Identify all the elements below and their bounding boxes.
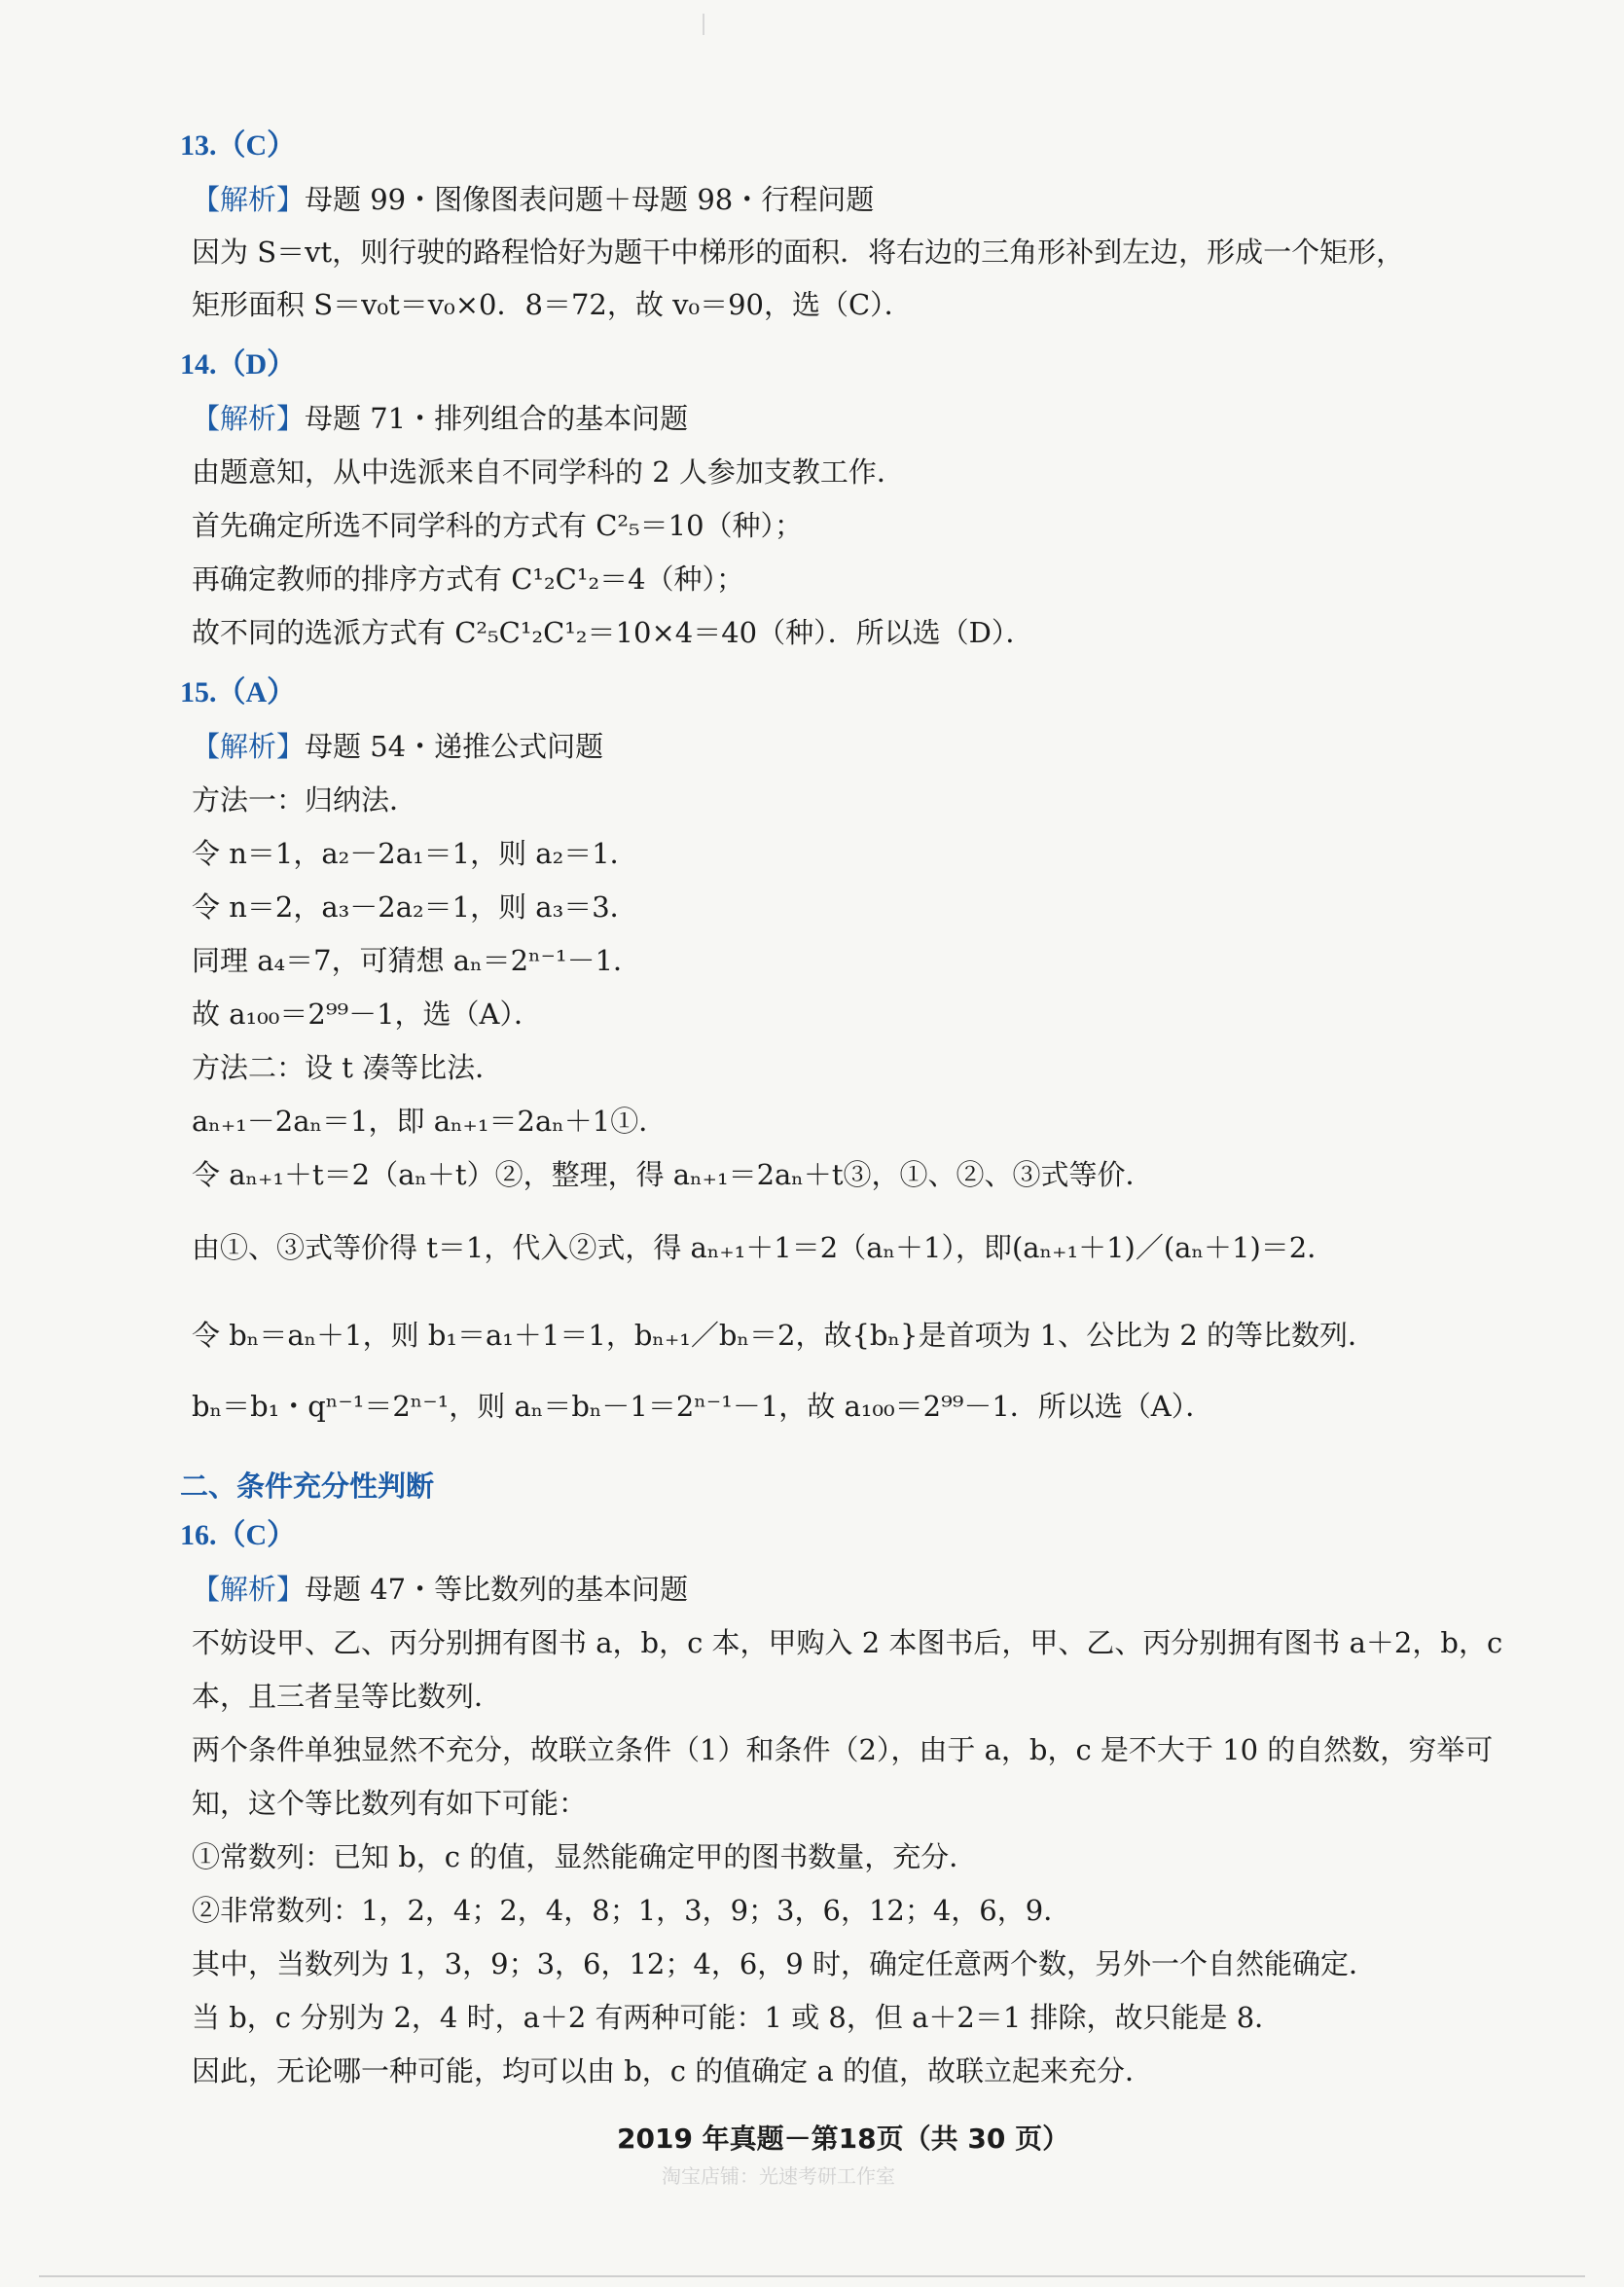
- text-line: [192, 1387, 1213, 1426]
- text-line: [192, 1730, 1493, 1769]
- question-number: [180, 673, 296, 712]
- text-line: [192, 1891, 1071, 1930]
- question-number: [180, 345, 296, 384]
- text-line: [192, 834, 638, 873]
- analysis-tag: 【解析】: [192, 402, 306, 435]
- line-text: 令 aₙ₊₁＋t＝2（aₙ＋t）②，整理，得 aₙ₊₁＝2aₙ＋t③，①、②、③式等价．: [192, 1158, 1154, 1191]
- line-text: 因为 S＝vt，则行驶的路程恰好为题干中梯形的面积．将右边的三角形补到左边，形成一个矩形，: [192, 236, 1405, 269]
- line-text: 方法一：归纳法．: [192, 783, 418, 817]
- line-text: 母题 54・递推公式问题: [305, 730, 604, 763]
- line-text: 令 bₙ＝aₙ＋1，则 b₁＝a₁＋1＝1，bₙ₊₁／bₙ＝2，故{bₙ}是首项为 1、公比为 2 的等比数列．: [192, 1319, 1377, 1352]
- question-number: [180, 127, 296, 165]
- text-line: [192, 1316, 1376, 1355]
- question-number: [180, 1516, 296, 1555]
- text-line: [192, 1944, 1377, 1983]
- line-text: 首先确定所选不同学科的方式有 C²₅＝10（种）；: [192, 509, 804, 542]
- text-line: [192, 613, 1033, 652]
- section-heading: [180, 1467, 434, 1506]
- line-text: 故 a₁₀₀＝2⁹⁹－1，选（A）．: [192, 998, 542, 1031]
- text-line: [192, 1784, 587, 1823]
- line-text: 母题 99・图像图表问题＋母题 98・行程问题: [305, 183, 875, 216]
- line-text: 14.（D）: [180, 348, 297, 381]
- text-line: [192, 399, 688, 438]
- line-text: 两个条件单独显然不充分，故联立条件（1）和条件（2），由于 a，b，c 是不大于 10 的自然数，穷举可: [192, 1733, 1494, 1766]
- line-text: 母题 47・等比数列的基本问题: [305, 1573, 689, 1606]
- line-text: 方法二：设 t 凑等比法．: [192, 1051, 504, 1084]
- line-text: ②非常数列：1，2，4；2，4，8；1，3，9；3，6，12；4，6，9．: [192, 1894, 1072, 1927]
- text-line: [192, 1155, 1154, 1194]
- line-text: 知，这个等比数列有如下可能：: [192, 1787, 588, 1820]
- line-text: 因此，无论哪一种可能，均可以由 b，c 的值确定 a 的值，故联立起来充分．: [192, 2054, 1153, 2087]
- line-text: 当 b，c 分别为 2，4 时，a＋2 有两种可能：1 或 8，但 a＋2＝1 排除，故只能是 8．: [192, 2001, 1283, 2034]
- line-text: 母题 71・排列组合的基本问题: [305, 402, 689, 435]
- line-text: bₙ＝b₁・qⁿ⁻¹＝2ⁿ⁻¹，则 aₙ＝bₙ－1＝2ⁿ⁻¹－1，故 a₁₀₀＝2⁹⁹－1．所以选（A）．: [192, 1390, 1214, 1423]
- line-text: 13.（C）: [180, 129, 297, 162]
- analysis-tag: 【解析】: [192, 730, 306, 763]
- text-line: [192, 1048, 503, 1087]
- line-text: 本，且三者呈等比数列．: [192, 1680, 503, 1713]
- line-text: 同理 a₄＝7，可猜想 aₙ＝2ⁿ⁻¹－1．: [192, 944, 642, 977]
- line-text: 由①、③式等价得 t＝1，代入②式，得 aₙ₊₁＋1＝2（aₙ＋1），即(aₙ₊₁＋1)／(aₙ＋1)＝2．: [192, 1231, 1336, 1264]
- text-line: [192, 780, 417, 819]
- text-line: [192, 995, 542, 1034]
- watermark: [662, 2157, 895, 2196]
- line-text: 令 n＝1，a₂－2a₁＝1，则 a₂＝1．: [192, 837, 638, 870]
- page-bottom-edge: [39, 2275, 1585, 2277]
- text-line: [192, 727, 603, 766]
- line-text: 故不同的选派方式有 C²₅C¹₂C¹₂＝10×4＝40（种）．所以选（D）．: [192, 616, 1034, 649]
- scan-mark: [703, 14, 704, 35]
- text-line: [192, 1623, 1502, 1662]
- text-line: [192, 560, 744, 599]
- text-line: [192, 180, 874, 219]
- line-text: ①常数列：已知 b，c 的值，显然能确定甲的图书数量，充分．: [192, 1840, 978, 1873]
- line-text: 由题意知，从中选派来自不同学科的 2 人参加支教工作．: [192, 455, 905, 489]
- text-line: [192, 1677, 502, 1716]
- line-text: 2019 年真题－第18页（共 30 页）: [617, 2123, 1070, 2155]
- line-text: 不妨设甲、乙、丙分别拥有图书 a，b，c 本，甲购入 2 本图书后，甲、乙、丙分别拥有图书 a＋2，b，c: [192, 1626, 1503, 1659]
- text-line: [192, 888, 638, 926]
- text-line: [192, 1228, 1335, 1267]
- text-line: [192, 1102, 667, 1141]
- text-line: [192, 1998, 1282, 2037]
- line-text: 令 n＝2，a₃－2a₂＝1，则 a₃＝3．: [192, 890, 638, 924]
- line-text: 再确定教师的排序方式有 C¹₂C¹₂＝4（种）；: [192, 563, 745, 596]
- text-line: [192, 233, 1404, 272]
- text-line: [192, 941, 641, 980]
- text-line: [192, 1570, 688, 1609]
- analysis-tag: 【解析】: [192, 183, 306, 216]
- line-text: 16.（C）: [180, 1519, 297, 1551]
- text-line: [192, 285, 913, 324]
- text-line: [192, 506, 803, 545]
- text-line: [192, 1837, 977, 1876]
- line-text: 矩形面积 S＝v₀t＝v₀×0．8＝72，故 v₀＝90，选（C）．: [192, 288, 913, 321]
- line-text: 其中，当数列为 1，3，9；3，6，12；4，6，9 时，确定任意两个数，另外一个自然能确定．: [192, 1947, 1377, 1980]
- text-line: [192, 2051, 1153, 2090]
- line-text: aₙ₊₁－2aₙ＝1，即 aₙ₊₁＝2aₙ＋1①．: [192, 1105, 668, 1138]
- line-text: 15.（A）: [180, 676, 297, 708]
- text-line: [192, 453, 905, 491]
- page-footer: [617, 2120, 1069, 2159]
- line-text: 二、条件充分性判断: [180, 1470, 435, 1503]
- line-text: 淘宝店铺：光速考研工作室: [662, 2164, 895, 2188]
- analysis-tag: 【解析】: [192, 1573, 306, 1606]
